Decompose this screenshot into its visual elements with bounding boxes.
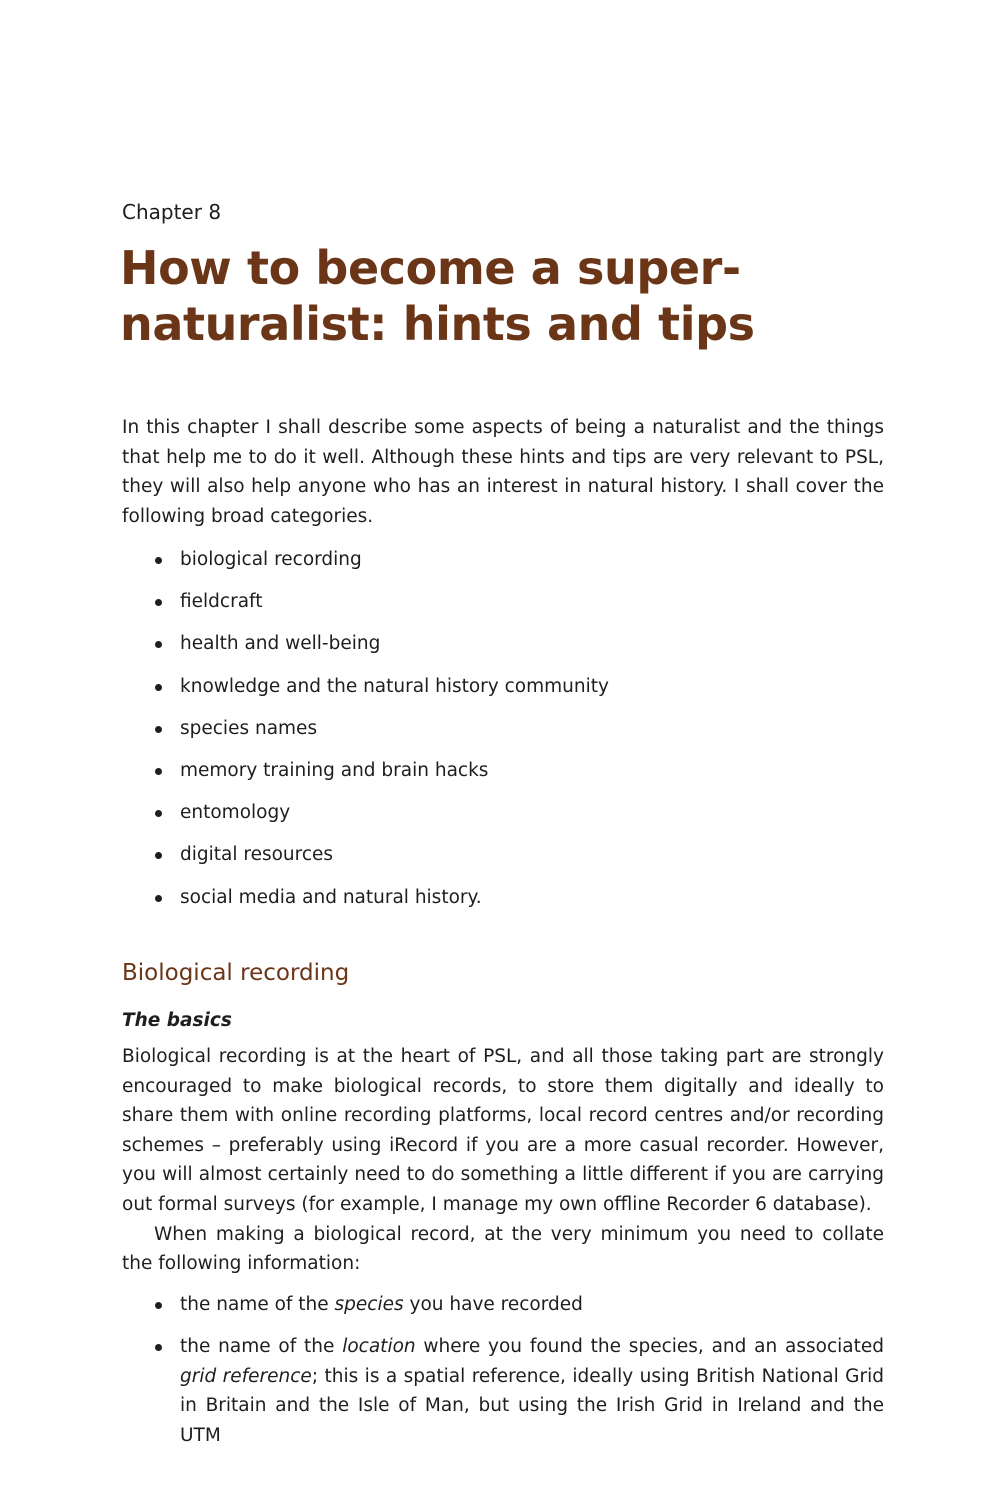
- list-item: [122, 840, 884, 882]
- emphasis-text: species: [334, 1294, 404, 1315]
- bullet-icon: [155, 557, 162, 564]
- list-item-text: [180, 1336, 884, 1446]
- list-item-text: digital resources: [180, 844, 334, 866]
- bullet-icon: [155, 684, 162, 691]
- bullet-icon: [155, 726, 162, 733]
- list-item: [122, 629, 884, 671]
- bullet-icon: [155, 852, 162, 859]
- intro-paragraph: In this chapter I shall describe some aspects of being a naturalist and the things that help me to do it well. Although these hints and tips are very relevant to PSL, they will also help anyone who has an interest in natural history. I shall cover the following broad categories.: [122, 417, 884, 527]
- list-item-text: health and well-being: [180, 633, 381, 655]
- section-heading: Biological recording: [122, 960, 350, 986]
- list-item: [122, 672, 884, 714]
- list-item-text: social media and natural history.: [180, 886, 482, 908]
- list-item-text: [180, 1294, 583, 1315]
- list-item-text: fieldcraft: [180, 591, 263, 613]
- bullet-icon: [155, 1344, 162, 1351]
- chapter-title: How to become a super-naturalist: hints and tips: [120, 241, 755, 351]
- list-item-text: biological recording: [180, 549, 362, 570]
- emphasis-text: grid reference: [180, 1365, 312, 1387]
- list-item: [122, 1332, 884, 1450]
- text-segment: ; this is a spatial reference, ideally using British National Grid in Britain and the Isle of Man, but using the Irish Grid in Ireland and the UTM: [180, 1365, 884, 1446]
- bullet-icon: [155, 768, 162, 775]
- bullet-icon: [155, 641, 162, 648]
- list-item: [122, 587, 884, 629]
- list-item-text: species names: [180, 717, 318, 739]
- bullet-icon: [155, 810, 162, 817]
- category-list: [122, 545, 884, 925]
- list-item-text: knowledge and the natural history community: [180, 675, 609, 697]
- body-paragraph: When making a biological record, at the very minimum you need to collate the following information:: [122, 1223, 884, 1275]
- chapter-number: Chapter 8: [122, 200, 222, 224]
- section-body: [122, 1042, 884, 1279]
- text-segment: where you found the species, and an associated: [415, 1336, 885, 1358]
- list-item: [122, 756, 884, 798]
- list-item-text: memory training and brain hacks: [180, 759, 489, 781]
- emphasis-text: location: [342, 1336, 416, 1358]
- list-item-text: entomology: [180, 802, 291, 824]
- body-paragraph: Biological recording is at the heart of PSL, and all those taking part are strongly encouraged to make biological records, to store them digitally and ideally to share them with online recording platforms, local record centres and/or recording schemes – preferably using iRecord if you are a more casual recorder. However, you will almost certainly need to do something a little different if you are carrying out formal surveys (for example, I manage my own offline Recorder 6 database).: [122, 1046, 884, 1215]
- list-item: [122, 883, 884, 925]
- subsection-heading: The basics: [122, 1010, 232, 1031]
- text-segment: you have recorded: [403, 1294, 583, 1315]
- bullet-icon: [155, 895, 162, 902]
- list-item: [122, 798, 884, 840]
- list-item: [122, 1290, 884, 1320]
- requirements-list: [122, 1290, 884, 1463]
- bullet-icon: [155, 1302, 162, 1309]
- text-segment: the name of the: [180, 1294, 335, 1315]
- text-segment: the name of the: [180, 1336, 343, 1358]
- list-item: [122, 714, 884, 756]
- bullet-icon: [155, 599, 162, 606]
- list-item: [122, 545, 884, 587]
